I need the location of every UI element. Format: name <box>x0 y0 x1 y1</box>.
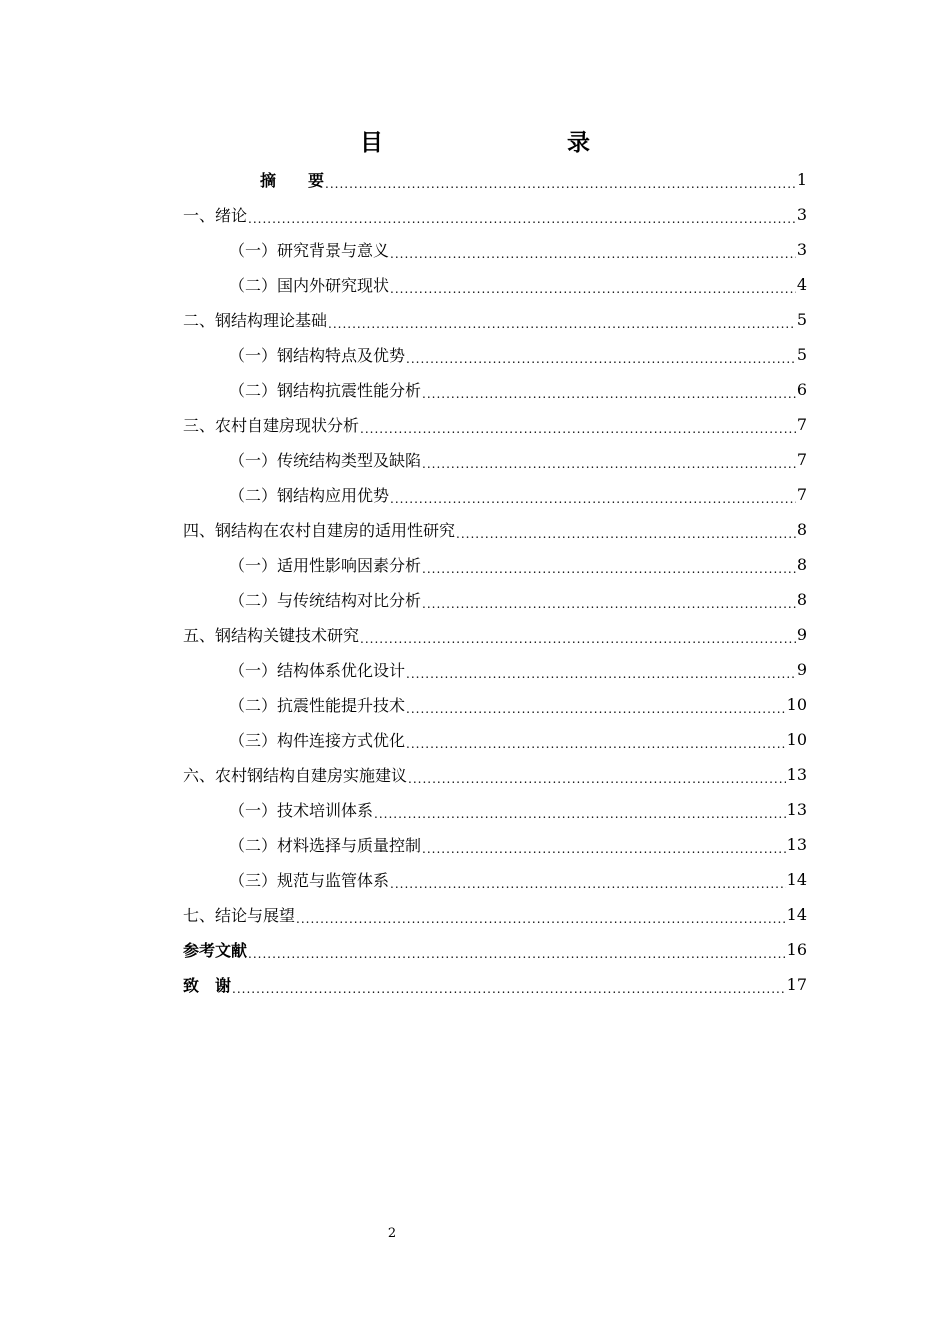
dot-leader <box>406 666 796 682</box>
toc-entry-page: 9 <box>796 660 807 679</box>
toc-entry-label: （三）构件连接方式优化 <box>229 731 406 750</box>
toc-entry-label: （一）适用性影响因素分析 <box>229 556 422 575</box>
toc-entry[interactable] <box>183 442 807 477</box>
toc-entry-page: 6 <box>796 380 807 399</box>
dot-leader <box>390 876 786 892</box>
dot-leader <box>422 386 796 402</box>
toc-entry-label: 致 谢 <box>183 976 232 995</box>
dot-leader <box>360 631 796 647</box>
dot-leader <box>325 176 796 192</box>
toc-entry-page: 8 <box>796 555 807 574</box>
toc-entry-label: 三、农村自建房现状分析 <box>183 416 360 435</box>
page-number: 2 <box>387 1226 397 1241</box>
toc-entry[interactable] <box>183 302 807 337</box>
dot-leader <box>248 946 786 962</box>
dot-leader <box>390 491 796 507</box>
toc-entry-page: 8 <box>796 590 807 609</box>
dot-leader <box>456 526 796 542</box>
toc-entry[interactable] <box>183 547 807 582</box>
dot-leader <box>406 736 786 752</box>
toc-entry-label: （三）规范与监管体系 <box>229 871 390 890</box>
toc-entry-label: （二）国内外研究现状 <box>229 276 390 295</box>
toc-entry-page: 5 <box>796 345 807 364</box>
dot-leader <box>390 246 796 262</box>
toc-entry[interactable] <box>183 687 807 722</box>
toc-entry-page: 16 <box>786 940 807 959</box>
toc-entry[interactable] <box>183 372 807 407</box>
toc-entry-label: （一）研究背景与意义 <box>229 241 390 260</box>
toc-entry[interactable] <box>183 197 807 232</box>
dot-leader <box>408 771 786 787</box>
toc-entry-page: 3 <box>796 205 807 224</box>
toc-entry-label: （一）钢结构特点及优势 <box>229 346 406 365</box>
toc-entry-label: 参考文献 <box>183 941 248 960</box>
toc-entry-page: 17 <box>786 975 807 994</box>
toc-entry[interactable] <box>183 407 807 442</box>
toc-entry[interactable] <box>183 897 807 932</box>
toc-entry[interactable] <box>183 932 807 967</box>
toc-entry-page: 1 <box>796 170 807 189</box>
table-of-contents <box>183 162 807 1002</box>
toc-entry[interactable] <box>183 477 807 512</box>
toc-entry[interactable] <box>183 862 807 897</box>
toc-entry-page: 14 <box>786 870 807 889</box>
toc-entry-label: 六、农村钢结构自建房实施建议 <box>183 766 408 785</box>
dot-leader <box>248 211 796 227</box>
dot-leader <box>422 841 786 857</box>
toc-entry[interactable] <box>183 617 807 652</box>
toc-entry-label: （一）结构体系优化设计 <box>229 661 406 680</box>
toc-entry[interactable] <box>183 652 807 687</box>
toc-entry-page: 4 <box>796 275 807 294</box>
toc-entry[interactable] <box>183 757 807 792</box>
toc-entry-label: （二）抗震性能提升技术 <box>229 696 406 715</box>
toc-entry-page: 3 <box>796 240 807 259</box>
dot-leader <box>406 701 786 717</box>
dot-leader <box>406 351 796 367</box>
toc-title: 目 录 <box>360 130 636 156</box>
toc-entry-page: 8 <box>796 520 807 539</box>
toc-entry-page: 13 <box>786 835 807 854</box>
dot-leader <box>422 456 796 472</box>
dot-leader <box>422 561 796 577</box>
toc-entry-label: 摘 要 <box>260 171 325 190</box>
dot-leader <box>374 806 786 822</box>
dot-leader <box>422 596 796 612</box>
toc-entry-label: （二）材料选择与质量控制 <box>229 836 422 855</box>
toc-entry-page: 9 <box>796 625 807 644</box>
toc-entry-page: 13 <box>786 800 807 819</box>
toc-entry[interactable] <box>183 827 807 862</box>
toc-entry-page: 10 <box>786 730 807 749</box>
dot-leader <box>328 316 796 332</box>
dot-leader <box>232 981 786 997</box>
toc-entry[interactable] <box>183 792 807 827</box>
toc-entry-page: 7 <box>796 450 807 469</box>
toc-entry-page: 7 <box>796 415 807 434</box>
toc-entry-page: 5 <box>796 310 807 329</box>
dot-leader <box>360 421 796 437</box>
toc-entry[interactable] <box>183 582 807 617</box>
toc-entry-label: （二）与传统结构对比分析 <box>229 591 422 610</box>
toc-entry[interactable] <box>183 162 807 197</box>
toc-entry[interactable] <box>183 512 807 547</box>
toc-entry-label: 二、钢结构理论基础 <box>183 311 328 330</box>
toc-entry-page: 7 <box>796 485 807 504</box>
toc-entry-page: 14 <box>786 905 807 924</box>
toc-entry[interactable] <box>183 722 807 757</box>
toc-entry[interactable] <box>183 232 807 267</box>
toc-entry-label: （一）技术培训体系 <box>229 801 374 820</box>
toc-entry-label: 五、钢结构关键技术研究 <box>183 626 360 645</box>
toc-entry-label: （一）传统结构类型及缺陷 <box>229 451 422 470</box>
toc-entry-page: 10 <box>786 695 807 714</box>
dot-leader <box>296 911 786 927</box>
toc-entry-label: 四、钢结构在农村自建房的适用性研究 <box>183 521 456 540</box>
toc-entry-page: 13 <box>786 765 807 784</box>
toc-entry-label: （二）钢结构抗震性能分析 <box>229 381 422 400</box>
toc-entry-label: 一、绪论 <box>183 206 248 225</box>
dot-leader <box>390 281 796 297</box>
toc-entry-label: （二）钢结构应用优势 <box>229 486 390 505</box>
toc-entry[interactable] <box>183 337 807 372</box>
toc-entry-label: 七、结论与展望 <box>183 906 296 925</box>
toc-entry[interactable] <box>183 267 807 302</box>
toc-entry[interactable] <box>183 967 807 1002</box>
